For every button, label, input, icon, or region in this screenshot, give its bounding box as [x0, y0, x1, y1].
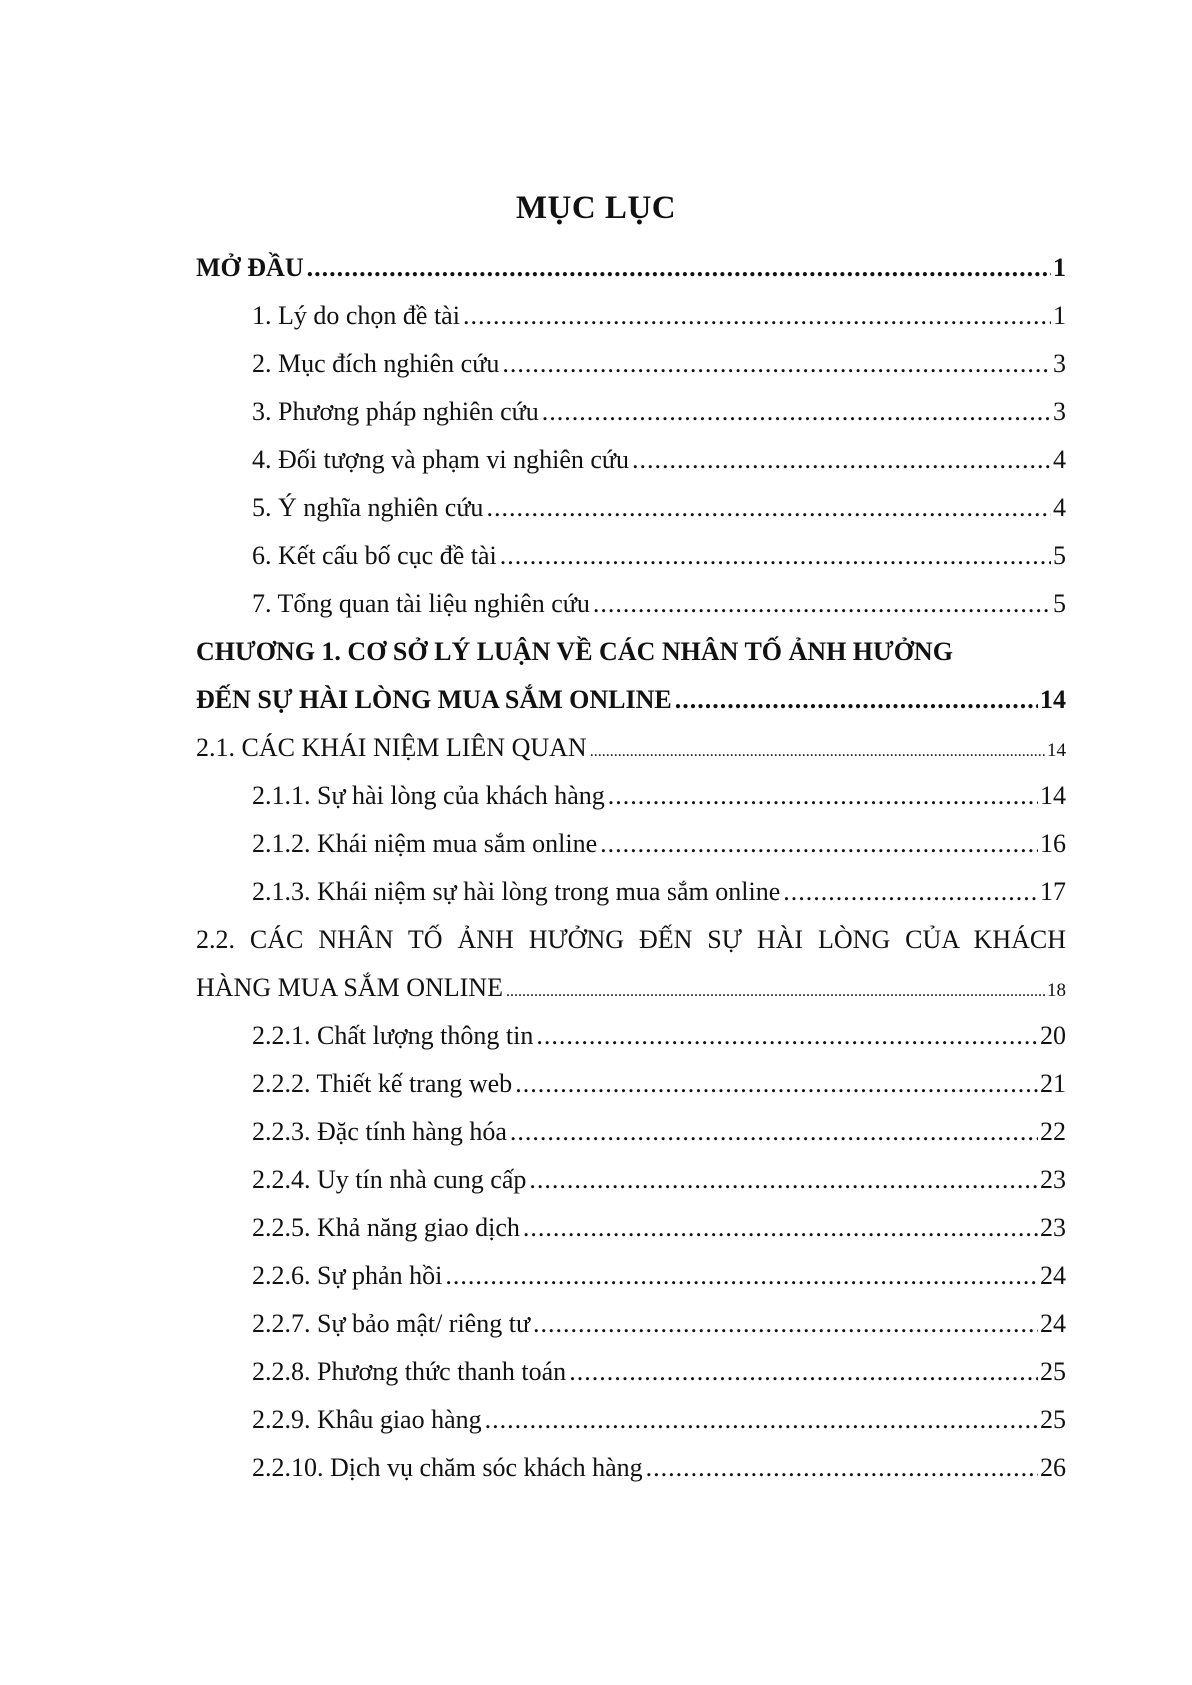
dot-leader — [506, 972, 1045, 1012]
dot-leader — [485, 1400, 1038, 1440]
toc-entry[interactable] — [196, 728, 1066, 768]
toc-entry-text: 5. Ý nghĩa nghiên cứu — [252, 493, 484, 522]
toc-page-number: 26 — [1040, 1453, 1066, 1482]
toc-page-number: 20 — [1040, 1021, 1066, 1050]
dot-leader — [536, 1016, 1038, 1056]
dot-leader — [590, 732, 1045, 772]
toc-entry-text: 3. Phương pháp nghiên cứu — [252, 397, 539, 426]
toc-entry[interactable] — [252, 344, 1066, 384]
toc-section-heading-line1: 2.2. CÁC NHÂN TỐ ẢNH HƯỞNG ĐẾN SỰ HÀI LÒNG CỦA KHÁCH — [196, 925, 1066, 954]
dot-leader — [646, 1448, 1038, 1488]
dot-leader — [445, 1256, 1038, 1296]
dot-leader — [593, 584, 1051, 624]
toc-entry[interactable] — [252, 1160, 1066, 1200]
toc-entry-text: MỞ ĐẦU — [196, 253, 304, 282]
toc-entry-text: 2.2.5. Khả năng giao dịch — [252, 1213, 520, 1242]
toc-entry-text: 4. Đối tượng và phạm vi nghiên cứu — [252, 445, 629, 474]
toc-page-number: 4 — [1053, 445, 1066, 474]
toc-chapter-heading-line1: CHƯƠNG 1. CƠ SỞ LÝ LUẬN VỀ CÁC NHÂN TỐ ẢNH HƯỞNG — [196, 637, 953, 666]
toc-entry[interactable] — [252, 1400, 1066, 1440]
toc-page-number: 4 — [1053, 493, 1066, 522]
dot-leader — [608, 776, 1038, 816]
toc-entry-text: 2.2.7. Sự bảo mật/ riêng tư — [252, 1309, 531, 1338]
dot-leader — [529, 1160, 1038, 1200]
toc-entry[interactable] — [252, 776, 1066, 816]
dot-leader — [523, 1208, 1038, 1248]
toc-entry[interactable] — [252, 1352, 1066, 1392]
toc-entry[interactable] — [196, 680, 1066, 720]
toc-page-number: 25 — [1040, 1405, 1066, 1434]
toc-entry-text: 2.2.3. Đặc tính hàng hóa — [252, 1117, 507, 1146]
toc-entry-text: 1. Lý do chọn đề tài — [252, 301, 460, 330]
dot-leader — [569, 1352, 1038, 1392]
dot-leader — [632, 440, 1051, 480]
toc-entry-text: 2.2.10. Dịch vụ chăm sóc khách hàng — [252, 1453, 643, 1482]
toc-entry[interactable] — [252, 536, 1066, 576]
toc-page-number: 14 — [1040, 685, 1066, 714]
toc-entry[interactable] — [252, 1256, 1066, 1296]
toc-entry-text: 2. Mục đích nghiên cứu — [252, 349, 500, 378]
toc-entry-text: 2.2.4. Uy tín nhà cung cấp — [252, 1165, 527, 1194]
toc-entry[interactable] — [252, 296, 1066, 336]
toc-entry-text: HÀNG MUA SẮM ONLINE — [196, 973, 503, 1002]
dot-leader — [463, 296, 1051, 336]
toc-entry[interactable] — [252, 440, 1066, 480]
toc-entry[interactable] — [252, 1304, 1066, 1344]
toc-page-number: 1 — [1053, 253, 1066, 282]
dot-leader — [675, 680, 1038, 720]
dot-leader — [600, 824, 1038, 864]
toc-page-number: 16 — [1040, 829, 1066, 858]
toc-entry[interactable] — [252, 872, 1066, 912]
toc-page-number: 23 — [1040, 1165, 1066, 1194]
toc-entry[interactable] — [252, 1112, 1066, 1152]
dot-leader — [502, 344, 1051, 384]
toc-entry[interactable] — [252, 1016, 1066, 1056]
toc-page-number: 24 — [1040, 1309, 1066, 1338]
toc-entry[interactable] — [252, 584, 1066, 624]
toc-page-number: 22 — [1040, 1117, 1066, 1146]
toc-entry-text: 2.1. CÁC KHÁI NIỆM LIÊN QUAN — [196, 733, 587, 762]
toc-entry[interactable] — [196, 248, 1066, 288]
toc-entry-text: 2.2.8. Phương thức thanh toán — [252, 1357, 567, 1386]
toc-page-number: 18 — [1047, 980, 1066, 1001]
toc-entry[interactable] — [252, 488, 1066, 528]
toc-entry-text: 2.2.2. Thiết kế trang web — [252, 1069, 513, 1098]
page-title: MỤC LỤC — [515, 190, 677, 226]
toc-entry-text: 2.2.9. Khâu giao hàng — [252, 1405, 482, 1434]
toc-page-number: 1 — [1053, 301, 1066, 330]
toc-entry-text: 2.2.1. Chất lượng thông tin — [252, 1021, 534, 1050]
toc-entry-text: 6. Kết cấu bố cục đề tài — [252, 541, 497, 570]
dot-leader — [500, 536, 1051, 576]
toc-page-number: 5 — [1053, 541, 1066, 570]
dot-leader — [515, 1064, 1038, 1104]
toc-page-number: 23 — [1040, 1213, 1066, 1242]
toc-page-number: 5 — [1053, 589, 1066, 618]
dot-leader — [510, 1112, 1038, 1152]
toc-page-number: 25 — [1040, 1357, 1066, 1386]
toc-entry[interactable] — [252, 1064, 1066, 1104]
toc-page-number: 3 — [1053, 349, 1066, 378]
toc-entry-text: 2.2.6. Sự phản hồi — [252, 1261, 443, 1290]
toc-page-number: 24 — [1040, 1261, 1066, 1290]
dot-leader — [533, 1304, 1038, 1344]
toc-entry-text: 7. Tổng quan tài liệu nghiên cứu — [252, 589, 590, 618]
toc-entry-text: 2.1.1. Sự hài lòng của khách hàng — [252, 781, 605, 810]
toc-entry[interactable] — [196, 968, 1066, 1008]
toc-entry-text: ĐẾN SỰ HÀI LÒNG MUA SẮM ONLINE — [196, 685, 672, 714]
toc-entry[interactable] — [252, 1448, 1066, 1488]
dot-leader — [307, 248, 1051, 288]
toc-page-number: 14 — [1040, 781, 1066, 810]
toc-entry-text: 2.1.3. Khái niệm sự hài lòng trong mua sắm online — [252, 877, 781, 906]
toc-page-number: 21 — [1040, 1069, 1066, 1098]
dot-leader — [486, 488, 1051, 528]
toc-page-number: 3 — [1053, 397, 1066, 426]
toc-entry[interactable] — [252, 824, 1066, 864]
toc-entry-text: 2.1.2. Khái niệm mua sắm online — [252, 829, 598, 858]
toc-page-number: 14 — [1047, 740, 1066, 761]
toc-entry[interactable] — [252, 1208, 1066, 1248]
toc-page-number: 17 — [1040, 877, 1066, 906]
dot-leader — [783, 872, 1038, 912]
toc-entry[interactable] — [252, 392, 1066, 432]
dot-leader — [542, 392, 1051, 432]
